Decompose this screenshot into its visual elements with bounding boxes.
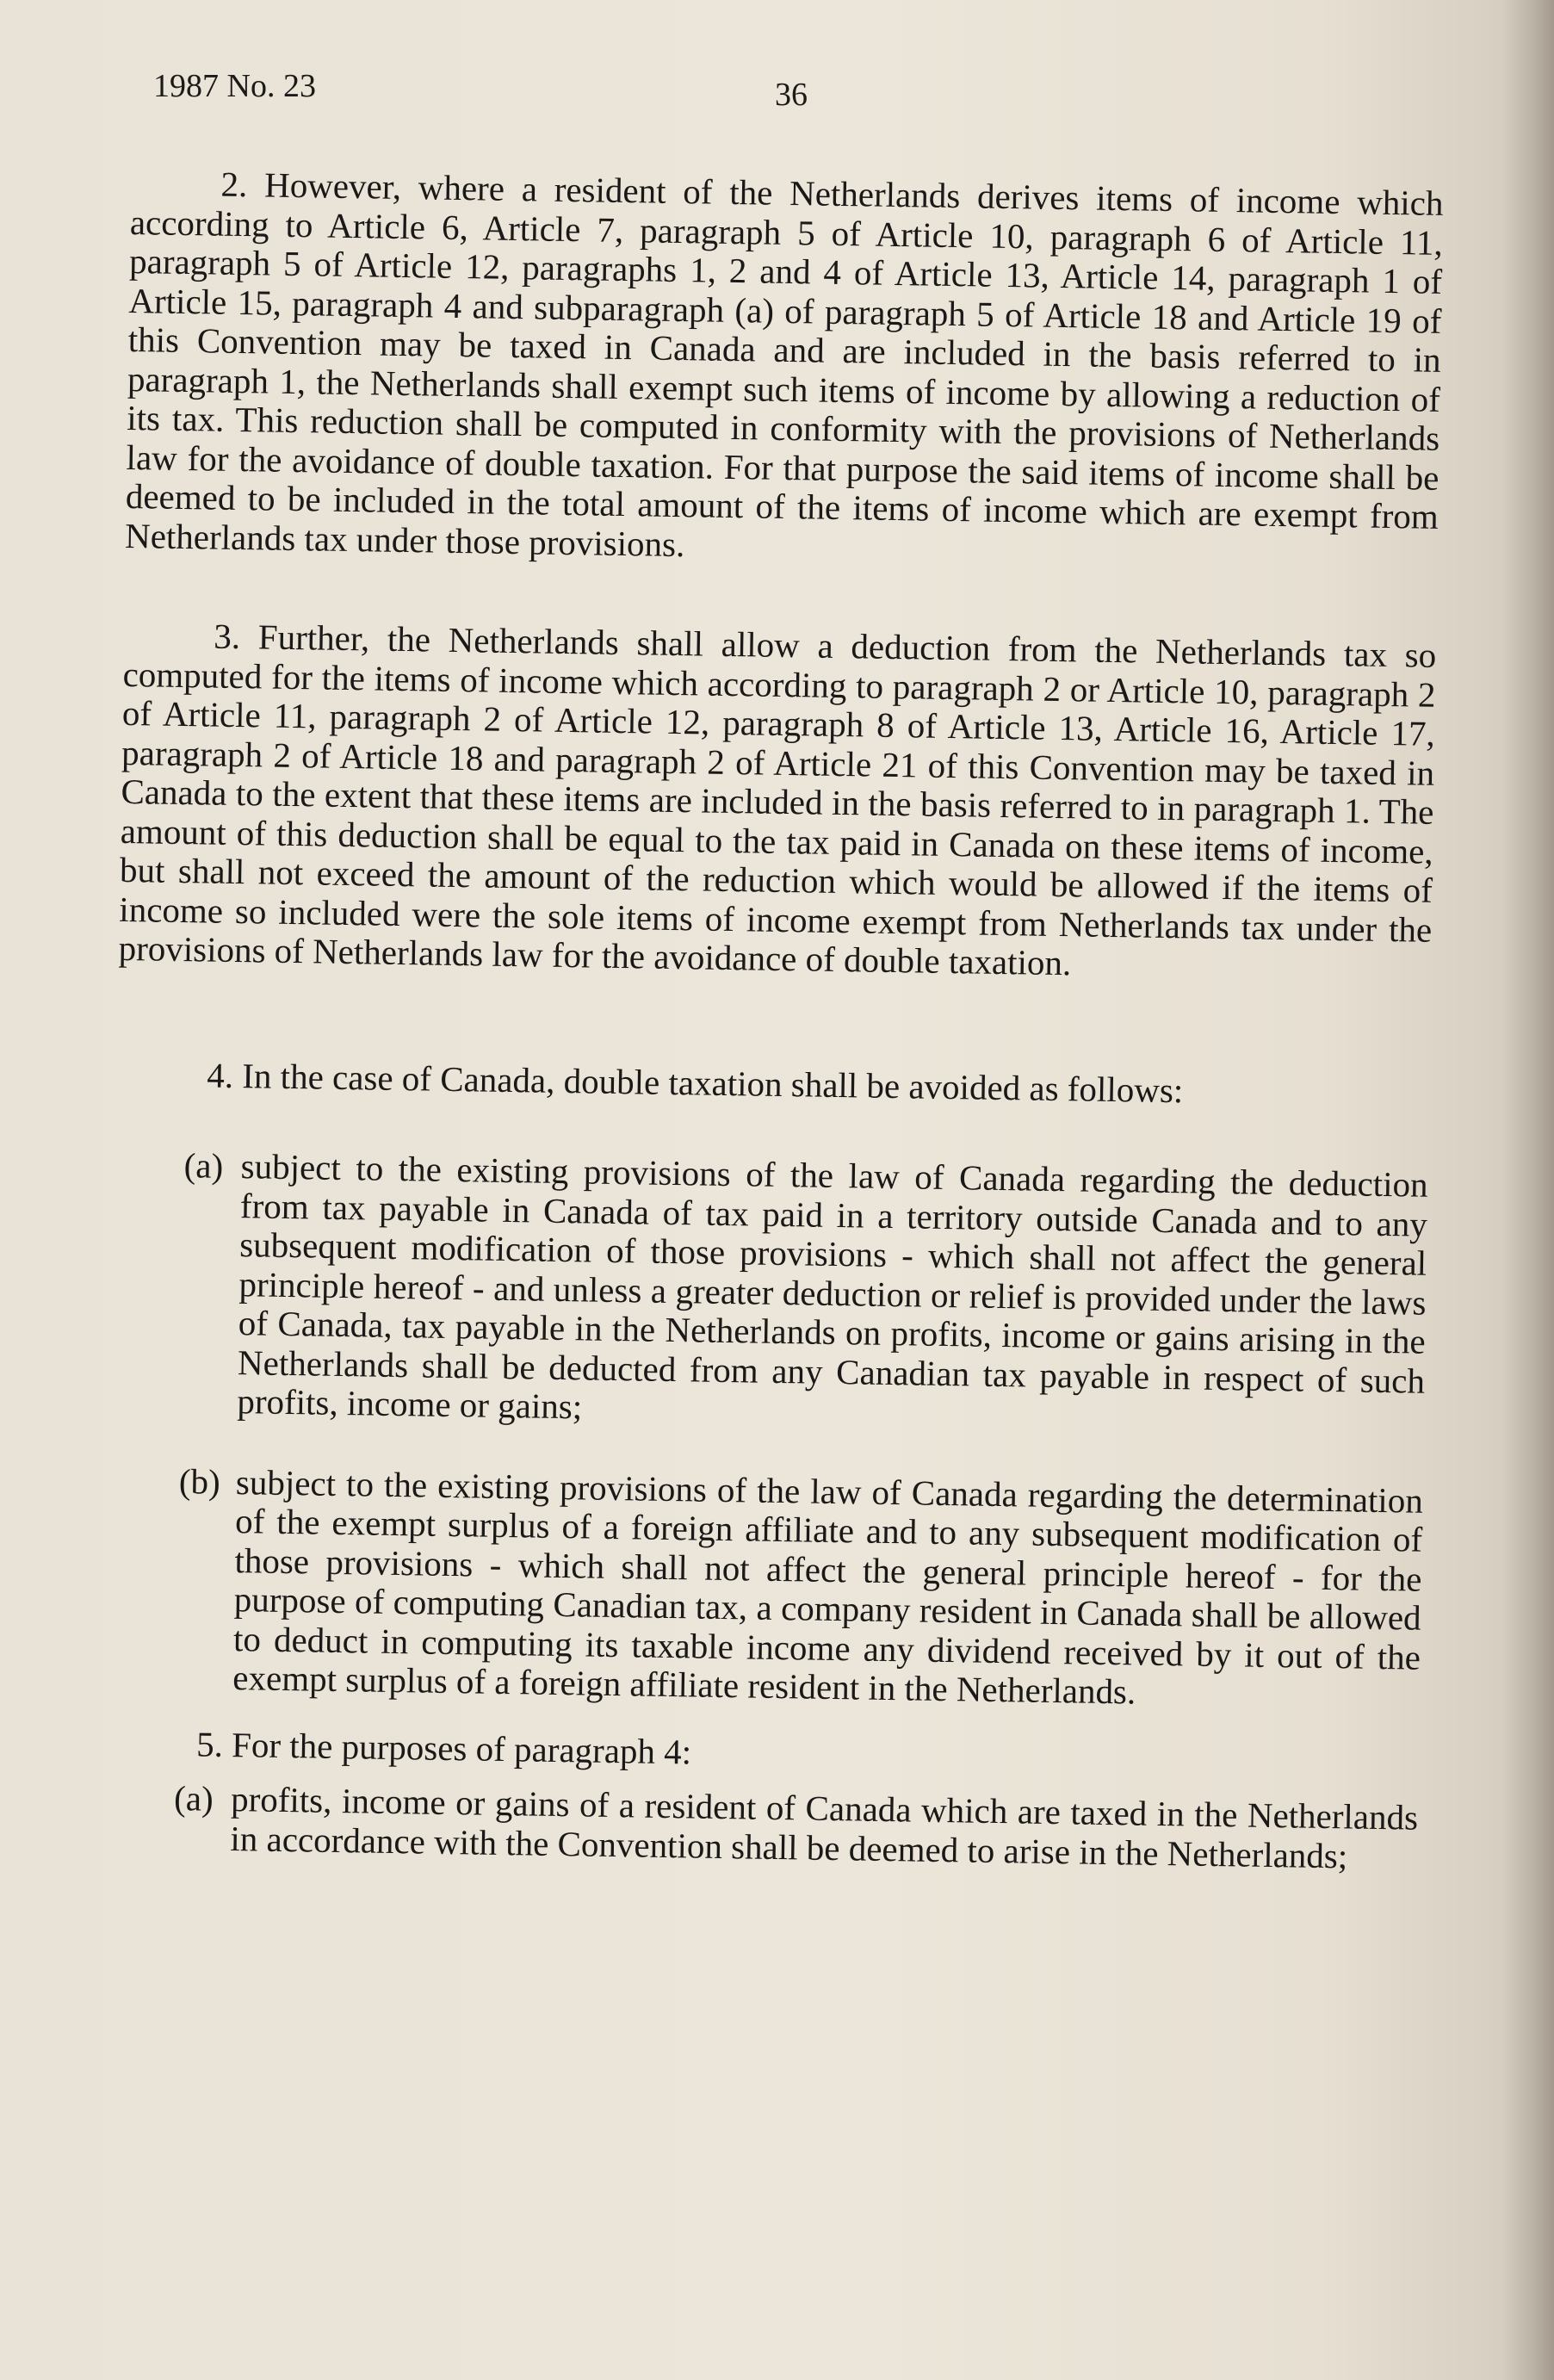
subparagraph-4b: [107, 1460, 1423, 1716]
subparagraph-label: (a): [173, 1778, 214, 1819]
paragraph-number: 3.: [214, 616, 241, 657]
paragraph-number: 2.: [220, 164, 248, 205]
document-body: [104, 164, 1444, 1877]
page-number: 36: [775, 77, 808, 113]
law-identifier: 1987 No. 23: [153, 68, 316, 104]
paragraph-2: [125, 164, 1444, 576]
subparagraph-text: subject to the existing provisions of the law of Canada regarding the deduction from tax payable in Canada of tax paid in a territory outside Canada and to any subsequent modification of those provisions - which shall not affect the general principle hereof - and unless a greater deduction or relief is provided under the laws of Canada, tax payable in the Netherlands on profits, income or gains arising in the Netherlands shall be deducted from any Canadian tax payable in respect of such profits, income or gains;: [237, 1146, 1428, 1427]
subparagraph-label: (b): [178, 1460, 221, 1502]
paragraph-3: [118, 616, 1436, 989]
paragraph-text: For the purposes of paragraph 4:: [231, 1724, 692, 1771]
paragraph-number: 4.: [207, 1055, 234, 1095]
subparagraph-text: profits, income or gains of a resident of Canada which are taxed in the Netherlands in accordance with the Convention shall be deemed to arise in the Netherlands;: [230, 1779, 1419, 1875]
paragraph-text: However, where a resident of the Netherlands derives items of income which according to Article 6, Article 7, paragraph 5 of Article 10, paragraph 6 of Article 11, paragraph 5 of Article 12, paragraphs 1, 2 and 4 of Article 13, Article 14, paragraph 1 of Article 15, paragraph 4 and subparagraph (a) of paragraph 5 of Article 18 and Article 19 of this Convention may be taxed in Canada and are included in the basis referred to in paragraph 1, the Netherlands shall exempt such items of income by allowing a reduction of its tax. This reduction shall be computed in conformity with the provisions of Netherlands law for the avoidance of double taxation. For that purpose the said items of income shall be deemed to be included in the total amount of the items of income which are exempt from Netherlands tax under those provisions.: [124, 164, 1444, 564]
subparagraph-label: (a): [183, 1145, 224, 1186]
subparagraph-4a: [111, 1145, 1428, 1440]
paragraph-number: 5.: [195, 1723, 224, 1764]
binding-gutter: [1502, 0, 1554, 2380]
paragraph-text: Further, the Netherlands shall allow a deduction from the Netherlands tax so computed for the items of income which according to paragraph 2 or Article 10, paragraph 2 of Article 11, paragraph 2 of Article 12, paragraph 8 of Article 13, Article 16, Article 17, paragraph 2 of Article 18 and paragraph 2 of Article 21 of this Convention may be taxed in Canada to the extent that these items are included in the basis referred to in paragraph 1. The amount of this deduction shall be equal to the tax paid in Canada on these items of income, but shall not exceed the amount of the reduction which would be allowed if the items of income so included were the sole items of income exempt from Netherlands tax under the provisions of Netherlands law for the avoidance of double taxation.: [118, 617, 1437, 983]
subparagraph-text: subject to the existing provisions of the law of Canada regarding the determination of the exempt surplus of a foreign affiliate and to any subsequent modification of those provisions - which shall not affect the general principle hereof - for the purpose of computing Canadian tax, a company resident in Canada shall be allowed to deduct in computing its taxable income any dividend received by it out of the exempt surplus of a foreign affiliate resident in the Netherlands.: [232, 1461, 1424, 1712]
page-header: [153, 59, 1445, 119]
paragraph-text: In the case of Canada, double taxation shall be avoided as follows:: [242, 1055, 1184, 1110]
